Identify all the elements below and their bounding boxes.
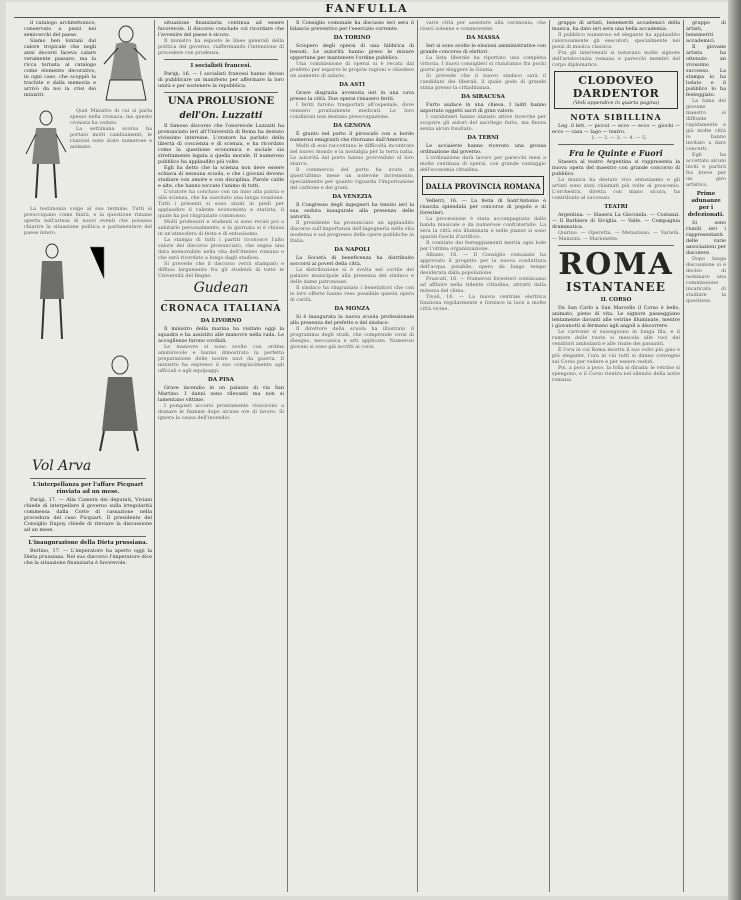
col2-section3-body: Il ministro della marina ha visitato oggi la squadra e ha assistito alle manovre nella rada. Le accoglienze furono cordiali. [158, 326, 284, 344]
col5-section2-body: Argentina. — Stasera La Gioconda. — Costanzi. — Il Barbiere di Siviglia. — Valle. — Compagnia drammatica. [552, 212, 680, 230]
roma-title: ROMA [558, 247, 674, 282]
col6-section-body: Si sono riuniti ieri i rappresentanti delle varie associazioni per discutere. [686, 220, 726, 256]
illustration-figure-1 [96, 20, 152, 106]
col1-section-title: L'interpellanza per l'affare Picquart rinviata ad un mese. [32, 482, 144, 495]
col4-boxed-body: Velletri, 16. — La festa di Sant'Antonio è riuscita splendida per concorso di popolo e di forestieri. [420, 198, 546, 216]
illustration-figure-3 [24, 351, 152, 455]
ad-subtitle: (Vedi appendice in quarta pagina) [572, 100, 660, 106]
col2-section3-title: CRONACA ITALIANA [160, 304, 282, 314]
col4-section2-body: Furto audace in una chiesa. I ladri hanno asportato oggetti sacri di gran valore. [420, 102, 546, 114]
headline-bottom: dell'On. Luzzatti [179, 111, 263, 121]
headline-top: UNA PROLUSIONE [167, 96, 275, 107]
signature-image: Vol Arva [32, 458, 92, 474]
col1-caption: Quel Ministro di cui si parla spesso nella cronaca; ma questo cronista ha veduto. [70, 108, 152, 126]
column-divider [154, 20, 155, 892]
column-1: il catalogo architettonico, conservato a pezzi nei semicerchi del paese. Siamo ben lontani dal calore tropicale che negli anni decorsi faceva calare veramente passare, ma la ricca tornata al catalogo come elemento decorativo, in ogni caso, che scoppiò la trachite e dalla memoria e arrivò da noi la crisi dei ministri. Quel Ministro di cui si parla spesso nella cronaca; ma questo cronista ha veduto. La settimana scorsa ha portato molti cambiamenti; le riunioni sono state numerose e animate. La testimonia volge al suo termine. Tutti si preoccupano come finirà, e la questione rimane aperta nell'attesa di nuovi eventi che possano chiarire la situazione politica e parlamentare del paese intero. Vol Arva L'interpellanza per l'affare Picquart rinviata ad un mese. Parigi, 17. — Alla Camera dei deputati, Viviani chiede di interpellare il governo sulla irregolarità commessa dalla Corte di cassazione nella procedura del caso Picquart. Il presidente del Consiglio Dupuy chiede di rinviare la discussione ad un mese. L'inaugurazione della Dieta prussiana. Berlino, 17. — L'imperatore ha aperto oggi la Dieta prussiana. Nel suo discorso l'imperatore dice che la situazione finanziaria è favorevole. [24, 20, 152, 566]
col3-section6-title: DA MONZA [334, 306, 370, 312]
column-divider [549, 20, 550, 892]
col3-section2-body: Grave disgrazia avvenuta ieri in una cava presso la città. Due operai rimasero feriti. [290, 90, 414, 102]
col4-section-title: DA MASSA [466, 35, 500, 41]
page-binding-shadow [728, 0, 741, 900]
column-3: Il Consiglio comunale ha discusso ieri sera il bilancio preventivo per l'esercizio corrente. DA TORINO Sciopero degli operai di una fabbrica di tessuti. Le autorità hanno preso le misure opportune per mantenere l'ordine pubblico. Una commissione di operai si è recata dal prefetto per esporre le proprie ragioni e chiedere un aumento di salario. DA ASTI Grave disgrazia avvenuta ieri in una cava presso la città. Due operai rimasero feriti. I feriti furono trasportati all'ospedale, dove vennero prontamente medicati. Le loro condizioni non destano preoccupazione. DA GENOVA È giunto nel porto il piroscafo con a bordo numerosi emigranti che ritornano dall'America. Molti di essi raccontano le difficoltà incontrate nel nuovo mondo e la nostalgia per la terra natia. Le autorità del porto hanno provveduto al loro sbarco. Il commercio del porto ha avuto in quest'ultimo mese un notevole incremento, specialmente per quanto riguarda l'importazione del carbone e dei grani. DA VENEZIA Il Congresso degli ingegneri ha tenuto ieri la sua seduta inaugurale alla presenza delle autorità. Il presidente ha pronunciato un applaudito discorso sull'importanza dell'ingegneria nella vita moderna e sul progresso delle opere pubbliche in Italia. DA NAPOLI La Società di beneficenza ha distribuito soccorsi ai poveri della città. La distribuzione si è svolta nel cortile del palazzo municipale alla presenza del sindaco e delle dame patronesse. Il sindaco ha ringraziato i benefattori che con le loro offerte hanno reso possibile questa opera di carità. DA MONZA Si è inaugurata la nuova scuola professionale alla presenza del prefetto e del sindaco. Il direttore della scuola ha illustrato il programma degli studi, che comprende corsi di disegno, meccanica e arti applicate. Numerosi giovani si sono già iscritti ai corsi. [290, 20, 414, 350]
illustration-figures-group [24, 239, 152, 349]
boxed-section-title: DALLA PROVINCIA ROMANA [422, 176, 544, 195]
col4-section3-body: Le acciaierie hanno ricevuto una grossa ordinazione dal governo. [420, 143, 546, 155]
col1-section2-title: L'inaugurazione della Dieta prussiana. [28, 540, 148, 546]
column-divider [287, 20, 288, 892]
col1-lead: il catalogo architettonico, conservato a pezzi nei semicerchi del paese. [24, 20, 96, 38]
col3-section4-title: DA VENEZIA [332, 194, 372, 200]
col3-section2-title: DA ASTI [339, 82, 365, 88]
col6-top: gruppo di artisti, benemeriti accademici. [686, 20, 726, 44]
masthead-title: FANFULLA [325, 2, 409, 15]
col2-body2: Egli ha detto che la scienza non deve essere schiava di nessuna scuola, e che i giovani devono studiare con amore e con disciplina. Parole calde e alte, che hanno toccato l'animo di tutti. [158, 165, 284, 189]
column-5: gruppo di artisti, benemeriti accademici della musica, ha dato ieri sera una bella accademia. Il pubblico numeroso ed elegante ha applaudito calorosamente gli esecutori, specialmente nei pezzi di musica classica. Fra gli intervenuti si notavano molte signore dell'aristocrazia romana e parecchi membri del corpo diplomatico. CLODOVEO DARDENTOR (Vedi appendice in quarta pagina) NOTA SIBILLINA Leg. il lett. — piccol — ecco — ecco — giochi — ecco — casa — lago — teatro. 1. — 2. — 3. — 4. — 5. Fra le Quinte e Fuori Stasera al teatro Argentina si rappresenta la nuova opera del maestro con grande concorso di pubblico. La musica ha destato vivo entusiasmo e gli artisti sono stati chiamati più volte al proscenio. L'orchestra, diretta con mano sicura, ha contribuito al successo. TEATRI Argentina. — Stasera La Gioconda. — Costanzi. — Il Barbiere di Siviglia. — Valle. — Compagnia drammatica. Quirino. — Operetta. — Metastasio. — Varietà. — Manzoni. — Marionette. ROMA ISTANTANEE IL CORSO Da San Carlo a San Marcello il Corso è bello, animato, pieno di vita. Le signore passeggiano lentamente davanti alle vetrine illuminate, mentre i giovanotti si fermano agli angoli a discorrere. Le carrozze si susseguono in lunga fila, e il rumore delle ruote si mescola alle voci dei venditori ambulanti e alle risate dei passanti. È l'ora in cui Roma mostra il suo volto più gaio e più elegante, l'ora in cui tutti si danno convegno sul Corso per vedere e per essere veduti. Poi, a poco a poco, la folla si dirada; le vetrine si spengono, e il Corso rientra nel silenzio della notte romana. [552, 20, 680, 383]
col2-body: Il famoso discorso che l'onorevole Luzzatti ha pronunciato ieri all'Università di Roma ha destato vivissimo interesse. L'oratore ha parlato della libertà di coscienza e di scienza, e ha ricordato come la questione economica e sociale sia strettamente legata a quella morale. Il numeroso pubblico ha applaudito più volte. [158, 123, 284, 165]
col3-section5-title: DA NAPOLI [334, 247, 370, 253]
col4-section2-title: DA SIRACUSA [461, 94, 505, 100]
col1-section-body: Parigi, 17. — Alla Camera dei deputati, Viviani chiede di interpellare il governo sulla irregolarità commessa dalla Corte di cassazione nella procedura del caso Picquart. Il presidente del Consiglio Dupuy chiede di rinviare la discussione ad un mese. [24, 497, 152, 533]
column-divider [683, 20, 684, 892]
ad2-title: NOTA SIBILLINA [570, 112, 662, 122]
masthead-rule [14, 17, 720, 18]
col5-top: gruppo di artisti, benemeriti accademici della musica, ha dato ieri sera una bella accademia. [552, 20, 680, 32]
col2-section3-sub: DA LIVORNO [200, 318, 242, 324]
col3-section6-body: Si è inaugurata la nuova scuola professionale alla presenza del prefetto e del sindaco. [290, 314, 414, 326]
illustration-figure-2 [24, 108, 70, 204]
ad2-body: Leg. il lett. — piccol — ecco — ecco — giochi — ecco — casa — lago — teatro. [552, 123, 680, 135]
col2-top: situazione finanziaria continua ad essere favorevole. Il discorso conclude col ricordare che l'avvenire del paese è sicuro. [158, 20, 284, 38]
signature-image: Gudean [193, 280, 249, 296]
col3-section-body: Sciopero degli operai di una fabbrica di tessuti. Le autorità hanno preso le misure opportune per mantenere l'ordine pubblico. [290, 43, 414, 61]
col4-section3-title: DA TERNI [467, 135, 499, 141]
col3-section-title: DA TORINO [333, 35, 371, 41]
section-rule [30, 478, 146, 479]
col3-section3-body: È giunto nel porto il piroscafo con a bordo numerosi emigranti che ritornano dall'America. [290, 131, 414, 143]
col6-section-title: Prime adunanze per i defezionati. [687, 191, 725, 218]
col3-top: Il Consiglio comunale ha discusso ieri sera il bilancio preventivo per l'esercizio corrente. [290, 20, 414, 32]
column-4: varie città per assistere alla cerimonia, che riuscì solenne e commovente. DA MASSA Ieri si sono svolte le elezioni amministrative con grande concorso di elettori. La lista liberale ha riportato una completa vittoria. I nuovi consiglieri si riuniranno fra pochi giorni per eleggere la Giunta. Si prevede che il nuovo sindaco sarà il candidato dei liberali, il quale gode di grande stima presso la cittadinanza. DA SIRACUSA Furto audace in una chiesa. I ladri hanno asportato oggetti sacri di gran valore. I carabinieri hanno iniziato attive ricerche per scoprire gli autori del sacrilego furto, ma finora senza alcun risultato. DA TERNI Le acciaierie hanno ricevuto una grossa ordinazione dal governo. L'ordinazione darà lavoro per parecchi mesi a molte centinaia di operai, con grande vantaggio dell'economia cittadina. DALLA PROVINCIA ROMANA Velletri, 16. — La festa di Sant'Antonio è riuscita splendida per concorso di popolo e di forestieri. La processione è stata accompagnata dalla banda musicale e da numerose confraternite. La sera la città era illuminata e nelle piazze si sono sparati fuochi d'artificio. Il comitato dei festeggiamenti merita ogni lode per l'ottima organizzazione. Albano, 16. — Il Consiglio comunale ha approvato il progetto per la nuova conduttura dell'acqua potabile, opera da lungo tempo desiderata dalla popolazione. Frascati, 16. — Numerosi forestieri continuano ad affluire nella ridente cittadina, attratti dalla mitezza del clima. Tivoli, 16. — La nuova centrale elettrica funziona regolarmente e fornisce la luce a molte città vicine. [420, 20, 546, 312]
ad-title: CLODOVEO DARDENTOR [572, 74, 660, 100]
col3-section4-body: Il Congresso degli ingegneri ha tenuto ieri la sua seduta inaugurale alla presenza delle autorità. [290, 202, 414, 220]
col6-body: Il giovane artista ha ottenuto un vivissimo successo. La stampa lo ha lodato e il pubblico lo ha festeggiato. [686, 44, 726, 98]
col5-section-title: Fra le Quinte e Fuori [569, 148, 663, 158]
roma-subtitle: ISTANTANEE [566, 280, 666, 294]
col2-section-title: I socialisti francesi. [190, 63, 252, 69]
col2-section4-body: Grave incendio in un palazzo di via San Martino. I danni sono rilevanti ma non si lamentano vittime. [158, 385, 284, 403]
col1-section2-body: Berlino, 17. — L'imperatore ha aperto oggi la Dieta prussiana. Nel suo discorso l'imperatore dice che la situazione finanziaria è favorevole. [24, 548, 152, 566]
col3-section3-title: DA GENOVA [333, 123, 371, 129]
ad-box [554, 71, 678, 109]
col5-section2-title: TEATRI [604, 204, 628, 210]
roma-subtitle2: IL CORSO [600, 297, 632, 303]
newspaper-page [6, 2, 728, 896]
column-6: gruppo di artisti, benemeriti accademici. Il giovane artista ha ottenuto un vivissimo successo. La stampa lo ha lodato e il pubblico lo ha festeggiato. La fama del giovane maestro si diffonde rapidamente e già molte città lo hanno invitato a dare concerti. Egli ha accettato alcuni inviti e partirà fra breve per un giro artistico. Prime adunanze per i defezionati. Si sono riuniti ieri i rappresentanti delle varie associazioni per discutere. Dopo lunga discussione si è deciso di nominare una commissione incaricata di studiare la questione. [686, 20, 726, 304]
col4-section-body: Ieri si sono svolte le elezioni amministrative con grande concorso di elettori. [420, 43, 546, 55]
column-2: situazione finanziaria continua ad essere favorevole. Il discorso conclude col ricordare che l'avvenire del paese è sicuro. Il ministro ha esposto le linee generali della politica del governo, riaffermando l'intenzione di procedere con prudenza. I socialisti francesi. Parigi, 16. — I socialisti francesi hanno deciso di pubblicare un manifesto per affermare la loro unità e per sostenere la repubblica. UNA PROLUSIONE dell'On. Luzzatti Il famoso discorso che l'onorevole Luzzatti ha pronunciato ieri all'Università di Roma ha destato vivissimo interesse. L'oratore ha parlato della libertà di coscienza e di scienza, e ha ricordato come la questione economica e sociale sia strettamente legata a quella morale. Il numeroso pubblico ha applaudito più volte. Egli ha detto che la scienza non deve essere schiava di nessuna scuola, e che i giovani devono studiare con amore e con disciplina. Parole calde e alte, che hanno toccato l'animo di tutti. L'oratore ha concluso con un inno alla patria e alla scienza, che ha suscitato una lunga ovazione. Tutti i presenti si sono alzati in piedi per applaudire il valente economista e statista, il quale ha poi ringraziato commosso. Molti professori e studenti si sono recati poi a salutarlo personalmente, e la giornata si è chiusa in un'atmosfera di festa e di entusiasmo. La stampa di tutti i partiti riconosce l'alto valore del discorso pronunciato, che segna una data memorabile nella vita dell'Ateneo romano e che sarà ricordato a lungo dagli studiosi. Si prevede che il discorso verrà stampato e diffuso largamente fra gli studenti di tutte le Università del Regno. Gudean CRONACA ITALIANA DA LIVORNO Il ministro della marina ha visitato oggi la squadra e ha assistito alle manovre nella rada. Le accoglienze furono cordiali. Le manovre si sono svolte con ordine ammirevole e hanno dimostrato la perfetta preparazione delle nostre navi da guerra. Il ministro ha espresso il suo compiacimento agli ufficiali e agli equipaggi. DA PISA Grave incendio in un palazzo di via San Martino. I danni sono rilevanti ma non si lamentano vittime. I pompieri accorsi prontamente riuscirono a domare le fiamme dopo alcune ore di lavoro. Si ignora la causa dell'incendio. [158, 20, 284, 421]
col2-section4-title: DA PISA [208, 377, 234, 383]
col2-section-body: Parigi, 16. — I socialisti francesi hanno deciso di pubblicare un manifesto per affermare la loro unità e per sostenere la repubblica. [158, 71, 284, 89]
col1-body: Siamo ben lontani dal calore tropicale che negli anni decorsi faceva calare veramente passare, ma la ricca tornata al catalogo come elemento decorativo, in ogni caso, che scoppiò la trachite e dalla memoria e arrivò da noi la crisi dei ministri. [24, 38, 96, 98]
col5-section-body: Stasera al teatro Argentina si rappresenta la nuova opera del maestro con grande concorso di pubblico. [552, 159, 680, 177]
column-divider [417, 20, 418, 892]
roma-body: Da San Carlo a San Marcello il Corso è bello, animato, pieno di vita. Le signore passeggiano lentamente davanti alle vetrine illuminate, mentre i giovanotti si fermano agli angoli a discorrere. [552, 305, 680, 329]
col3-section5-body: La Società di beneficenza ha distribuito soccorsi ai poveri della città. [290, 255, 414, 267]
